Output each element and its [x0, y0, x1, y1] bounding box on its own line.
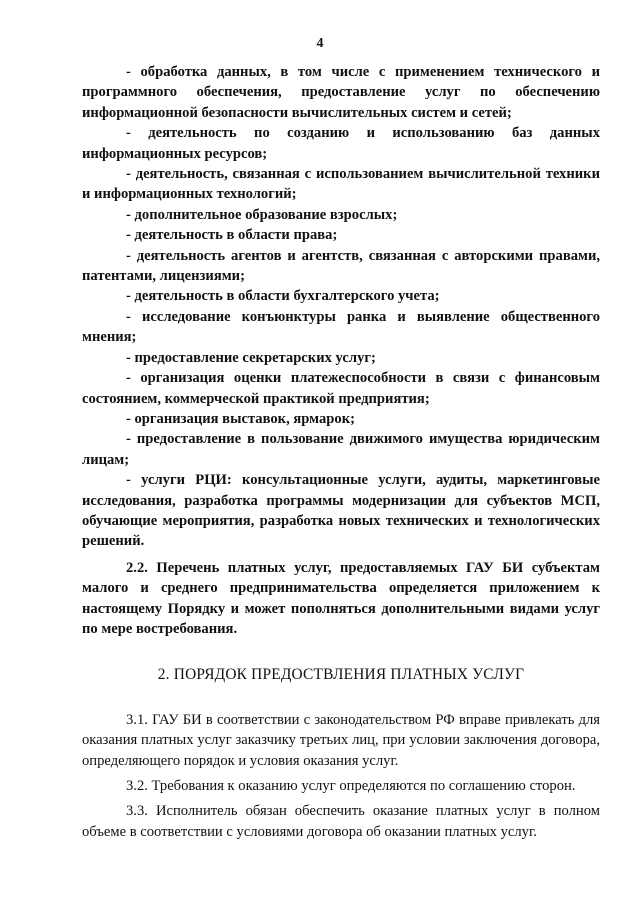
list-item: - дополнительное образование взрослых; — [126, 206, 398, 223]
list-item: - обработка данных, в том числе с применением технического и программного обеспечения, предоставление услуг по обеспечению информационной безопасности вычислительных систем и сетей; — [82, 64, 600, 121]
list-item: - организация оценки платежеспособности в связи с финансовым состоянием, коммерческой практикой предприятия; — [82, 370, 600, 407]
list-item: - деятельность в области бухгалтерского учета; — [126, 288, 440, 305]
list-item: - предоставление секретарских услуг; — [126, 349, 376, 366]
document-body — [82, 62, 600, 842]
clause-paragraph: 3.3. Исполнитель обязан обеспечить оказание платных услуг в полном объеме в соответствии с условиями договора об оказании платных услуг. — [82, 803, 600, 840]
clause-paragraph: 3.2. Требования к оказанию услуг определяются по соглашению сторон. — [126, 778, 576, 794]
list-item: - деятельность, связанная с использованием вычислительной техники и информационных технологий; — [82, 166, 600, 203]
clause-paragraph: 3.1. ГАУ БИ в соответствии с законодательством РФ вправе привлекать для оказания платных услуг заказчику третьих лиц, при условии заключения договора, определяющего порядок и условия оказания услуг. — [82, 711, 600, 769]
section-body — [82, 710, 600, 842]
list-item: - организация выставок, ярмарок; — [126, 410, 355, 427]
list-item: - исследование конъюнктуры ранка и выявление общественного мнения; — [82, 308, 600, 346]
list-item: - предоставление в пользование движимого имущества юридическим лицам; — [82, 431, 600, 468]
clause-paragraph: 2.2. Перечень платных услуг, предоставляемых ГАУ БИ субъектам малого и среднего предпринимательства определяется приложением к настоящему Порядку и может пополняться дополнительными видами услуг по мере востребования. — [82, 559, 600, 637]
list-item: - деятельность в области права; — [126, 227, 338, 244]
page-number: 4 — [316, 36, 324, 51]
list-item: - деятельность агентов и агентств, связанная с авторскими правами, патентами, лицензиями; — [82, 247, 600, 285]
list-item: - услуги РЦИ: консультационные услуги, аудиты, маркетинговые исследования, разработка программы модернизации для субъектов МСП, обучающие мероприятия, разработка новых технических и технологических решений. — [82, 472, 600, 550]
services-list — [82, 62, 600, 552]
section-heading: 2. ПОРЯДОК ПРЕДОСТВЛЕНИЯ ПЛАТНЫХ УСЛУГ — [157, 666, 525, 684]
list-item: - деятельность по созданию и использованию баз данных информационных ресурсов; — [82, 125, 600, 162]
